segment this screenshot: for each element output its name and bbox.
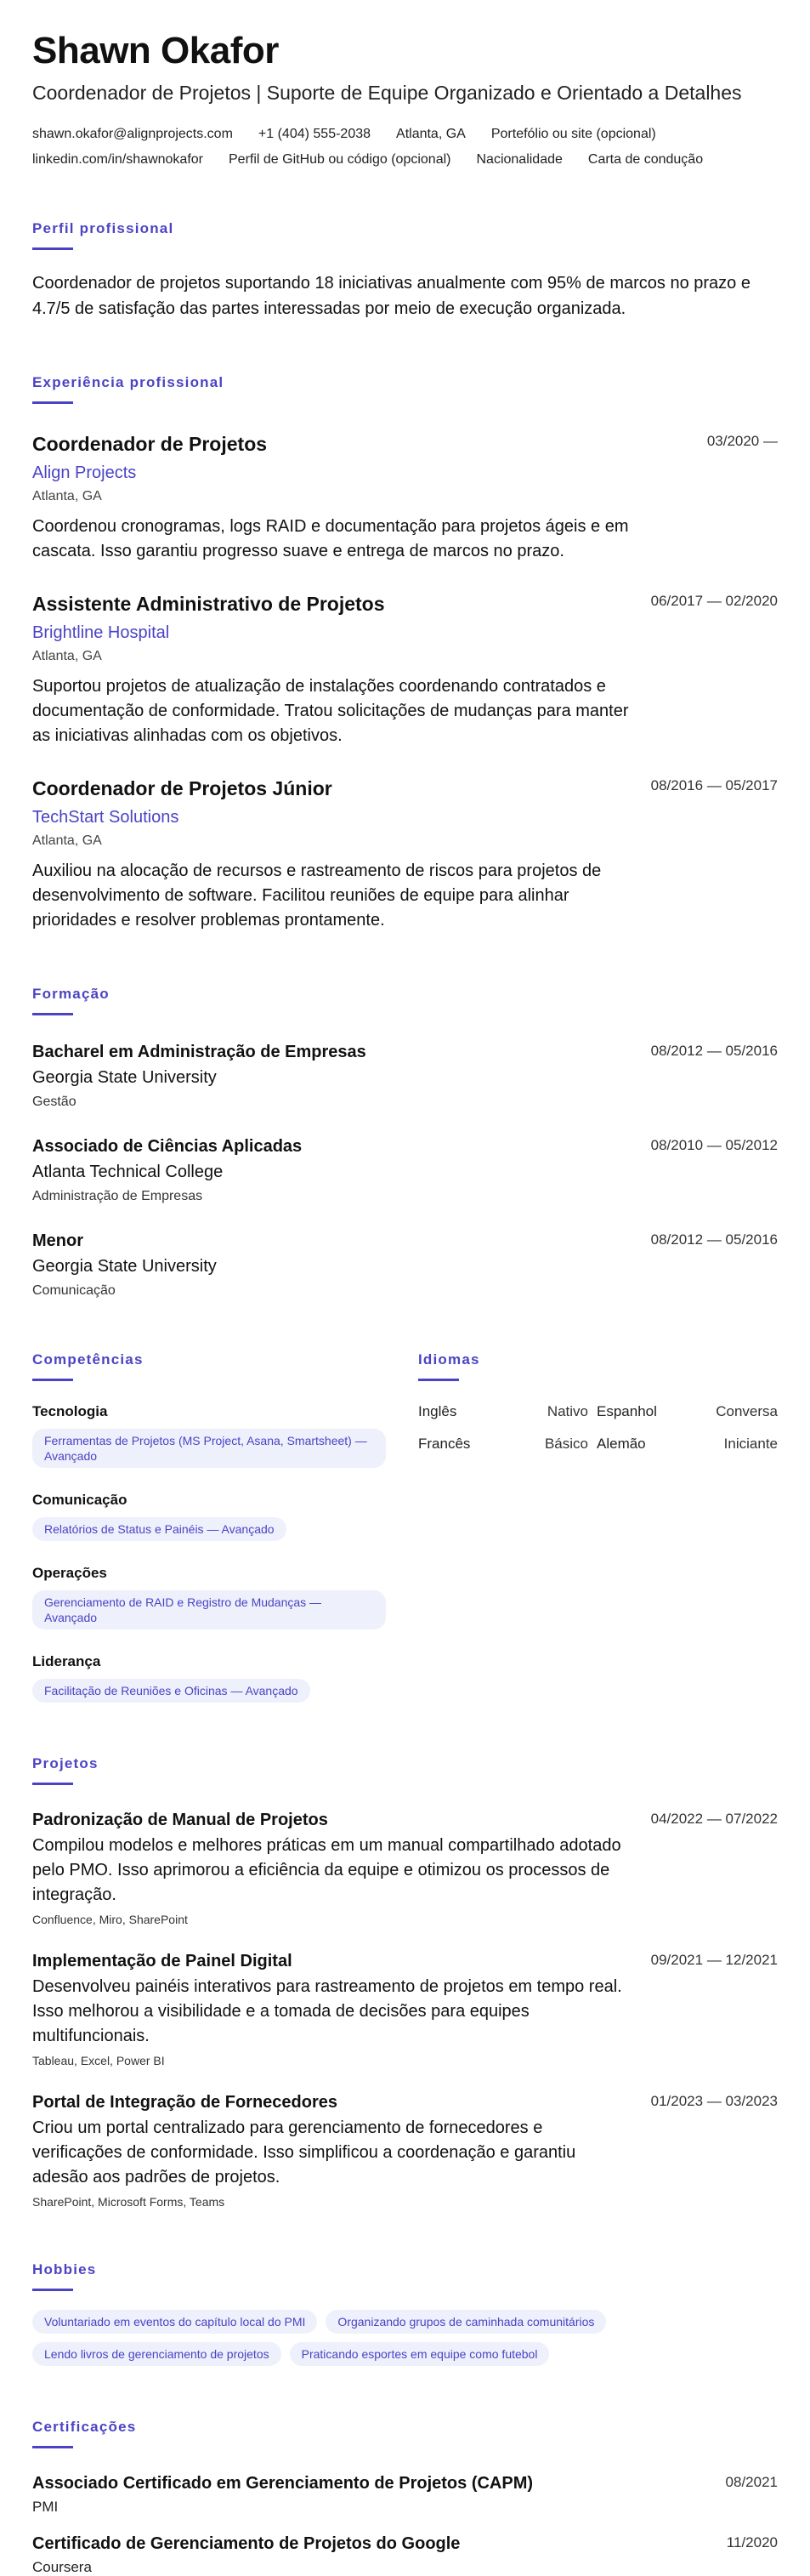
section-divider <box>32 247 73 250</box>
project-dates: 04/2022 — 07/2022 <box>650 1811 778 1827</box>
section-divider <box>32 2446 73 2448</box>
project-title: Padronização de Manual de Projetos <box>32 1811 328 1829</box>
project-item <box>32 2093 778 2209</box>
certification-issuer: PMI <box>32 2499 59 2515</box>
language-level: Conversa <box>716 1403 778 1419</box>
project-description: Compilou modelos e melhores práticas em um manual compartilhado adotado pelo PMO. Isso aprimorou a eficiência da equipe e otimizou os processos de integração. <box>32 1836 621 1904</box>
section-title-summary: Perfil profissional <box>32 220 174 236</box>
language-name: Inglês <box>418 1403 457 1419</box>
contact-portfolio[interactable]: Portefólio ou site (opcional) <box>490 127 656 141</box>
language-name: Alemão <box>597 1436 646 1452</box>
project-tools: Confluence, Miro, SharePoint <box>32 1913 188 1926</box>
skills-section <box>32 1351 386 1703</box>
experience-section <box>32 374 778 933</box>
project-description: Criou um portal centralizado para gerenciamento de fornecedores e verificações de conformidade. Isso simplificou a coordenação e garantiu adesão aos padrões de projetos. <box>32 2118 576 2186</box>
project-description: Desenvolveu painéis interativos para rastreamento de projetos em tempo real. Isso melhorou a visibilidade e a tomada de decisões para equipes multifuncionais. <box>32 1977 622 2045</box>
contact-info <box>32 127 778 168</box>
contact-linkedin[interactable]: linkedin.com/in/shawnokafor <box>32 152 203 167</box>
certification-issuer: Coursera <box>32 2559 92 2575</box>
education-field: Administração de Empresas <box>32 1189 203 1203</box>
job-dates: 08/2016 — 05/2017 <box>650 777 778 793</box>
contact-nationality: Nacionalidade <box>476 152 563 167</box>
section-title-skills: Competências <box>32 1351 144 1368</box>
language-level: Iniciante <box>723 1436 778 1452</box>
education-item <box>32 1137 778 1204</box>
experience-item <box>32 593 778 748</box>
education-item <box>32 1043 778 1110</box>
skill-category: Liderança <box>32 1653 101 1669</box>
section-divider <box>32 1379 73 1381</box>
summary-text: Coordenador de projetos suportando 18 iniciativas anualmente com 95% de marcos no prazo e 4.7/5 de satisfação das partes interessadas por meio de execução organizada. <box>32 274 751 318</box>
language-level: Básico <box>544 1436 588 1452</box>
section-divider <box>32 1013 73 1015</box>
hobbies-section <box>32 2261 778 2366</box>
project-item <box>32 1811 778 1926</box>
language-name: Francês <box>418 1436 471 1452</box>
education-degree: Bacharel em Administração de Empresas <box>32 1043 366 1061</box>
contact-phone[interactable]: +1 (404) 555-2038 <box>258 127 371 141</box>
job-description: Coordenou cronogramas, logs RAID e documentação para projetos ágeis e em cascata. Isso garantiu progresso suave e entrega de marcos no prazo. <box>32 517 629 560</box>
section-divider <box>32 1783 73 1785</box>
job-dates: 06/2017 — 02/2020 <box>650 593 778 609</box>
project-dates: 09/2021 — 12/2021 <box>650 1952 778 1968</box>
job-location: Atlanta, GA <box>32 649 102 663</box>
job-title: Assistente Administrativo de Projetos <box>32 593 385 615</box>
job-location: Atlanta, GA <box>32 489 102 503</box>
skills-languages-row <box>32 1351 778 1703</box>
hobby-tag: Organizando grupos de caminhada comunitários <box>326 2310 606 2334</box>
job-location: Atlanta, GA <box>32 833 102 848</box>
project-dates: 01/2023 — 03/2023 <box>650 2093 778 2109</box>
languages-list <box>418 1403 778 1453</box>
education-degree: Associado de Ciências Aplicadas <box>32 1137 303 1156</box>
certification-date: 11/2020 <box>726 2534 778 2550</box>
contact-driving-license: Carta de condução <box>587 152 704 167</box>
language-name: Espanhol <box>597 1403 657 1419</box>
skill-category: Comunicação <box>32 1492 127 1508</box>
job-company: Brightline Hospital <box>32 623 170 642</box>
experience-item <box>32 777 778 933</box>
education-school: Georgia State University <box>32 1257 217 1276</box>
skill-tag: Ferramentas de Projetos (MS Project, Asana, Smartsheet) — Avançado <box>32 1429 386 1468</box>
certification-item <box>32 2474 778 2516</box>
skill-tag: Facilitação de Reuniões e Oficinas — Avançado <box>32 1679 310 1703</box>
education-item <box>32 1231 778 1299</box>
skill-tag: Gerenciamento de RAID e Registro de Mudanças — Avançado <box>32 1590 386 1629</box>
job-company: Align Projects <box>32 463 137 482</box>
projects-section <box>32 1755 778 2209</box>
section-title-experience: Experiência profissional <box>32 374 224 390</box>
certification-name: Associado Certificado em Gerenciamento de Projetos (CAPM) <box>32 2474 534 2493</box>
hobby-tag: Voluntariado em eventos do capítulo local do PMI <box>32 2310 317 2334</box>
education-section <box>32 986 778 1299</box>
project-item <box>32 1952 778 2067</box>
hobbies-list <box>32 2310 678 2366</box>
skill-category: Tecnologia <box>32 1403 108 1419</box>
project-title: Portal de Integração de Fornecedores <box>32 2093 337 2112</box>
contact-github[interactable]: Perfil de GitHub ou código (opcional) <box>229 152 451 167</box>
job-description: Auxiliou na alocação de recursos e rastreamento de riscos para projetos de desenvolvimento de software. Facilitou reuniões de equipe para alinhar prioridades e resolver problemas prontamente. <box>32 862 602 930</box>
job-description: Suportou projetos de atualização de instalações coordenando contratados e documentação de conformidade. Tratou solicitações de mudanças para manter as iniciativas alinhadas com os objetivos. <box>32 677 629 745</box>
section-divider <box>32 401 73 404</box>
skill-category: Operações <box>32 1565 107 1581</box>
section-title-certifications: Certificações <box>32 2419 137 2435</box>
education-school: Georgia State University <box>32 1068 217 1087</box>
education-dates: 08/2012 — 05/2016 <box>650 1231 778 1248</box>
education-field: Comunicação <box>32 1283 116 1298</box>
certification-name: Certificado de Gerenciamento de Projetos do Google <box>32 2534 461 2553</box>
project-tools: SharePoint, Microsoft Forms, Teams <box>32 2195 225 2209</box>
contact-location: Atlanta, GA <box>396 127 466 141</box>
job-title: Coordenador de Projetos Júnior <box>32 777 332 799</box>
language-level: Nativo <box>547 1403 588 1419</box>
skill-tag: Relatórios de Status e Painéis — Avançado <box>32 1517 286 1541</box>
job-company: TechStart Solutions <box>32 808 179 827</box>
candidate-name: Shawn Okafor <box>32 30 279 71</box>
job-title: Coordenador de Projetos <box>32 433 268 455</box>
certification-item <box>32 2534 778 2576</box>
contact-email[interactable]: shawn.okafor@alignprojects.com <box>32 127 233 141</box>
section-title-hobbies: Hobbies <box>32 2261 97 2277</box>
job-dates: 03/2020 — <box>706 433 778 449</box>
languages-section <box>418 1351 778 1703</box>
section-title-education: Formação <box>32 986 110 1002</box>
experience-item <box>32 433 778 564</box>
summary-section <box>32 220 778 321</box>
section-title-languages: Idiomas <box>418 1351 480 1368</box>
project-tools: Tableau, Excel, Power BI <box>32 2054 165 2067</box>
section-divider <box>32 2289 73 2291</box>
section-title-projects: Projetos <box>32 1755 99 1771</box>
education-dates: 08/2012 — 05/2016 <box>650 1043 778 1059</box>
hobby-tag: Lendo livros de gerenciamento de projetos <box>32 2342 281 2366</box>
certification-date: 08/2021 <box>725 2474 778 2490</box>
education-field: Gestão <box>32 1095 76 1109</box>
project-title: Implementação de Painel Digital <box>32 1952 292 1970</box>
candidate-headline: Coordenador de Projetos | Suporte de Equipe Organizado e Orientado a Detalhes <box>32 82 742 104</box>
section-divider <box>418 1379 459 1381</box>
education-degree: Menor <box>32 1231 83 1250</box>
education-dates: 08/2010 — 05/2012 <box>650 1137 778 1153</box>
hobby-tag: Praticando esportes em equipe como futebol <box>290 2342 550 2366</box>
education-school: Atlanta Technical College <box>32 1163 224 1181</box>
certifications-section <box>32 2419 778 2576</box>
